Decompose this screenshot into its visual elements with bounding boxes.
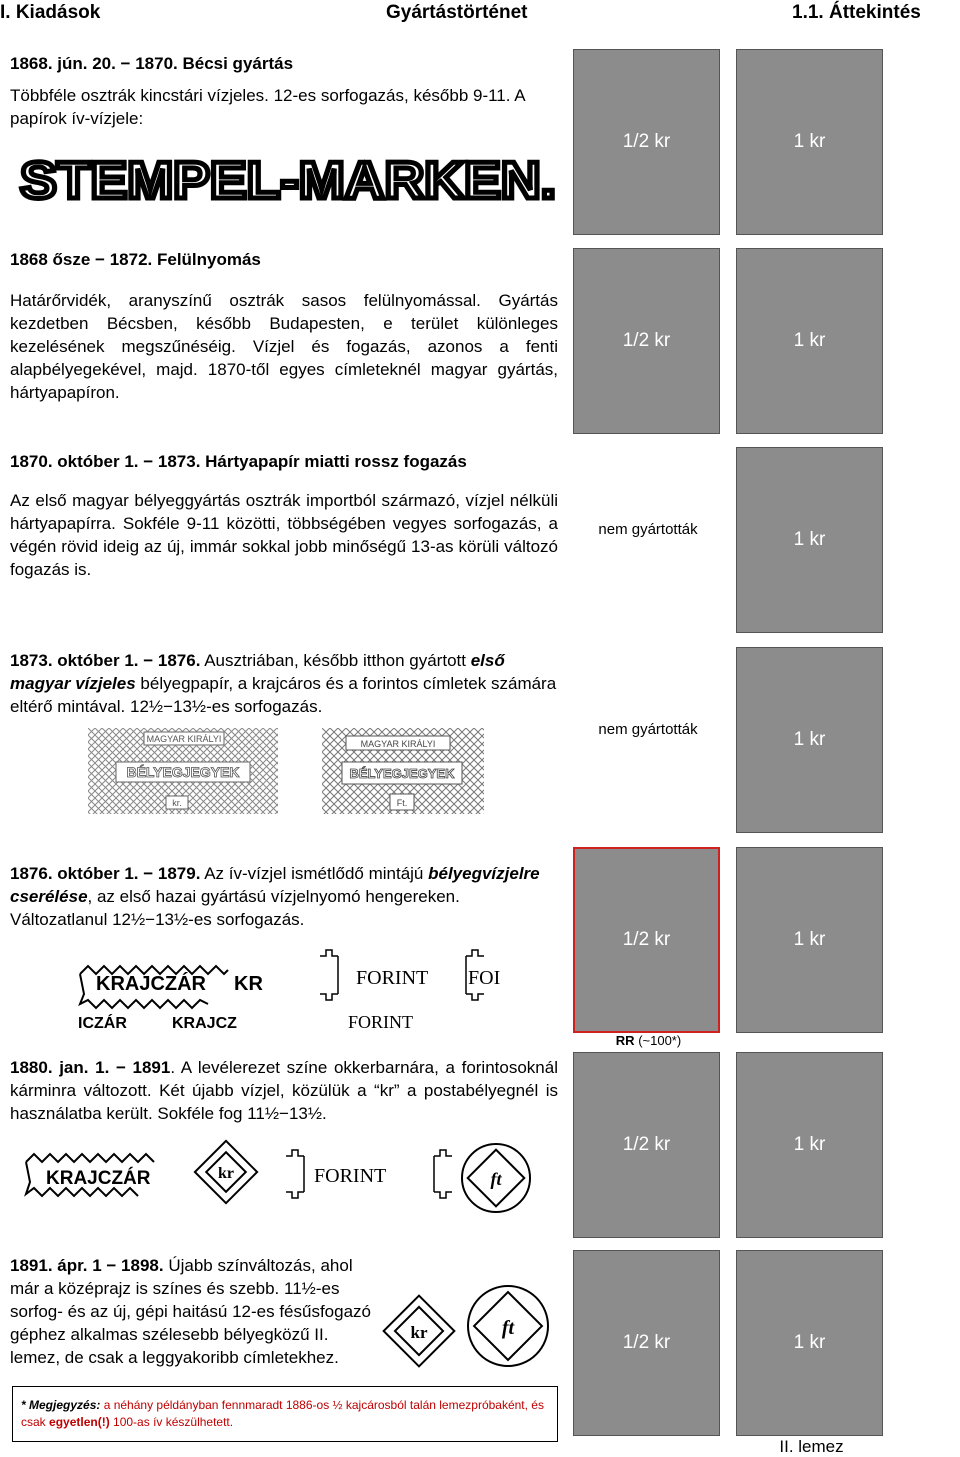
svg-text:ft: ft [490,1169,502,1189]
svg-text:KRAJCZÁR: KRAJCZÁR [96,973,206,995]
section-body-emphasis: első magyar vízjeles [10,651,505,693]
footnote-text-b: 100-as ív készülhetett. [109,1415,234,1429]
header-center: Gyártástörténet [386,2,528,23]
section-body: Határőrvidék, aranyszínű osztrák sasos felülnyomással. Gyártás kezdetben Bécsben, később Budapesten, e terület különleges kezelésének megszűnéséig. Vízjel és fogazás, azonos a fenti alapbélyegekével, majd. 1870-től egyes címleteknél magyar gyártás, hártyapapíron. [10,291,558,402]
not-produced-label: nem gyártották [598,721,698,738]
svg-text:KR: KR [234,973,263,995]
forint-ft-watermark [284,1140,554,1222]
svg-text:FORINT: FORINT [356,967,429,989]
section-3 [10,450,558,581]
kr-ft-watermark [380,1276,560,1382]
svg-text:BÉLYEGJEGYEK: BÉLYEGJEGYEK [126,764,240,780]
stamp-1-kr: 1 kr [736,1052,883,1238]
svg-text:kr: kr [218,1165,234,1182]
magyar-kiralyi-ft-watermark [322,728,484,814]
header-left: I. Kiadások [0,2,101,23]
header-right: 1.1. Áttekintés [792,2,921,23]
section-title: 1868 ősze − 1872. Felülnyomás [10,250,261,269]
section-body: Újabb színváltozás, ahol már a középrajz is színes és szebb. 11½-es sorfog- és az új, gépi haitású 12-es fésűsfogazó géphez alkalmas szélesebb bélyegközű II. lemez, de csak a leggyakoribb címletekhez. [10,1256,371,1367]
footnote-box [12,1386,558,1442]
section-body-b: bélyegpapír, a krajcáros és a forintos címletek számára eltérő mintával. 12½−13½-es sorfogazás. [10,674,557,716]
stamp-1-kr: 1 kr [736,248,883,434]
section-body-emphasis: bélyegvízjelre cserélése [10,864,540,906]
section-body: . A levélerezet színe okkerbarnára, a forintosoknál kárminra változott. Két újabb vízjel, közülük a “kr” a postabélyegnél is használatba került. Sokféle fog 11½−13½. [10,1058,558,1123]
krajczar-watermark [76,944,266,1032]
stamp-half-kr: 1/2 kr [573,1052,720,1238]
stamp-1-kr: 1 kr [736,847,883,1033]
svg-text:kr.: kr. [172,798,182,808]
footnote-text-a: a néhány példányban fennmaradt 1886-os ½ kajcárosból talán lemezpróbaként, és csak [21,1398,544,1429]
section-6 [10,1056,558,1125]
section-5 [10,862,558,931]
section-title: 1870. október 1. − 1873. Hártyapapír miatti rossz fogazás [10,452,467,471]
section-2 [10,248,558,404]
svg-text:BÉLYEGJEGYEK: BÉLYEGJEGYEK [349,766,455,781]
section-1 [10,52,558,130]
svg-text:FOI: FOI [468,967,501,989]
stamp-half-kr: 1/2 kr [573,1250,720,1436]
section-body: Az első magyar bélyeggyártás osztrák importból származó, vízjel nélküli hártyapapírra. Sokféle 9-11 közötti, többségében vegyes sorfogazás, a végén rövid ideig az új, immár sokkal jobb minőségű 13-as körüli változó fogazás is. [10,491,558,579]
stamp-half-kr: 1/2 kr [573,248,720,434]
svg-text:FORINT: FORINT [348,1012,414,1032]
krajczar-kr-watermark [24,1140,264,1222]
svg-text:FORINT: FORINT [314,1165,387,1187]
svg-text:Ft.: Ft. [396,798,408,808]
stempel-marken-text: STEMPEL-MARKEN. [20,152,556,210]
plate-label: II. lemez [779,1437,844,1456]
section-title: 1880. jan. 1. − 1891 [10,1058,171,1077]
svg-text:kr: kr [410,1323,428,1342]
stamp-1-kr: 1 kr [736,49,883,235]
stempel-marken-watermark [20,152,558,210]
not-produced-label: nem gyártották [598,521,698,538]
section-title: 1873. október 1. − 1876. [10,651,201,670]
footnote-emphasis: egyetlen(!) [49,1415,110,1429]
svg-text:KRAJCZ: KRAJCZ [172,1015,237,1032]
stamp-1-kr: 1 kr [736,647,883,833]
section-title: 1891. ápr. 1 − 1898. [10,1256,164,1275]
section-title: 1876. október 1. − 1879. [10,864,201,883]
rarity-label: RR (~100*) [615,1033,682,1048]
svg-text:ft: ft [501,1317,515,1339]
section-body-b: , az első hazai gyártású vízjelnyomó hengereken. Változatlanul 12½−13½-es sorfogazás. [10,887,460,929]
svg-text:MAGYAR KIRÁLYI: MAGYAR KIRÁLYI [146,734,222,744]
forint-watermark [318,944,501,1032]
section-body-a: Az ív-vízjel ismétlődő mintájú [200,864,429,883]
section-body: Többféle osztrák kincstári vízjeles. 12-es sorfogazás, később 9-11. A papírok ív-vízjele: [10,86,525,128]
svg-text:ICZÁR: ICZÁR [78,1015,127,1032]
section-4 [10,649,558,718]
magyar-kiralyi-kr-watermark [88,728,278,814]
stamp-half-kr: 1/2 kr [573,847,720,1033]
stamp-half-kr: 1/2 kr [573,49,720,235]
footnote-label: * Megjegyzés: [21,1398,101,1412]
stamp-1-kr: 1 kr [736,447,883,633]
svg-text:MAGYAR KIRÁLYI: MAGYAR KIRÁLYI [360,739,436,749]
section-7 [10,1254,380,1369]
stamp-1-kr: 1 kr [736,1250,883,1436]
section-title: 1868. jún. 20. − 1870. Bécsi gyártás [10,54,294,73]
section-body-a: Ausztriában, később itthon gyártott [200,651,471,670]
svg-text:KRAJCZÁR: KRAJCZÁR [46,1168,151,1189]
